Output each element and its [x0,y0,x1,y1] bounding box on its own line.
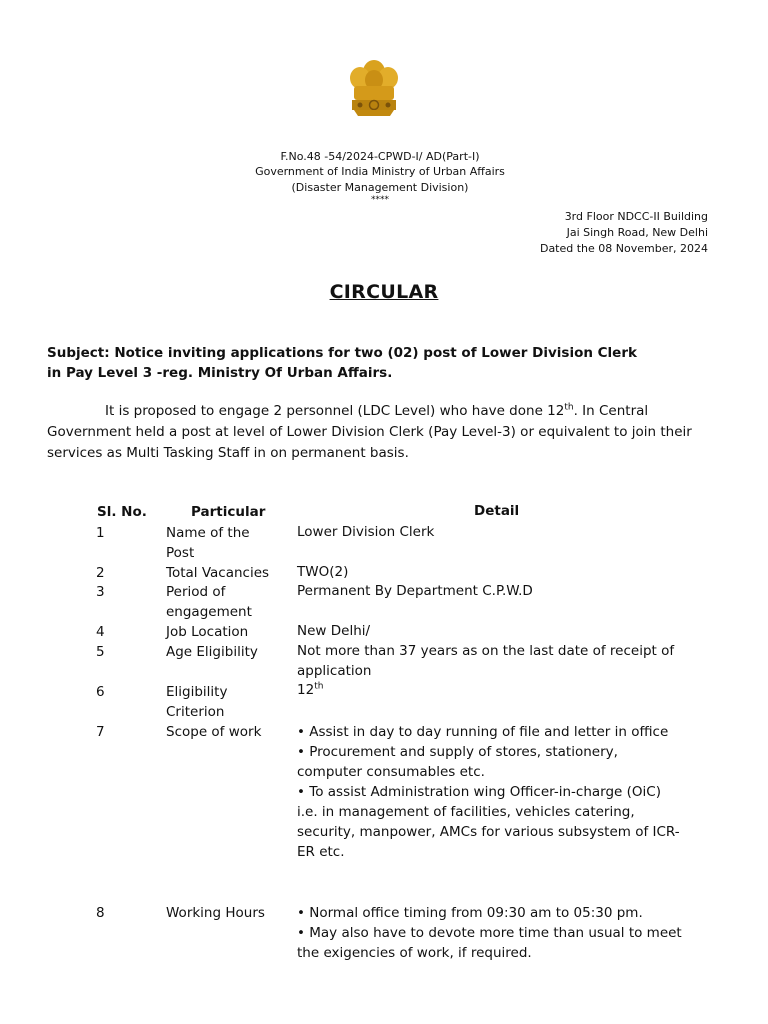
para-line-3: services as Multi Tasking Staff in on permanent basis. [47,445,409,461]
row-5-number: 5 [96,644,105,660]
header-sl-no: Sl. No. [97,504,147,520]
row-6-detail-sup: th [314,681,324,692]
row-7-detail-line: • Procurement and supply of stores, stationery, [297,744,618,760]
row-7-detail-line: ER etc. [297,844,345,860]
row-8-detail-line: • May also have to devote more time than usual to meet [297,925,682,941]
row-6-particular [166,682,286,722]
row-2-number: 2 [96,565,105,581]
row-4-detail: New Delhi/ [297,623,371,639]
row-6-particular-line: Criterion [166,704,225,720]
row-7-detail-line: computer consumables etc. [297,764,485,780]
row-3-particular-line: Period of [166,584,226,600]
row-3-particular [166,582,286,622]
row-1-particular [166,523,286,563]
row-5-detail [297,641,717,681]
row-6-detail [297,680,717,700]
row-5-detail-line: Not more than 37 years as on the last date of receipt of [297,643,675,659]
row-5-particular: Age Eligibility [166,644,258,660]
national-emblem [338,56,410,140]
header-particular: Particular [191,504,266,520]
row-8-number: 8 [96,905,105,921]
row-1-particular-line: Post [166,545,195,561]
file-number: F.No.48 -54/2024-CPWD-I/ AD(Part-I) [280,150,480,163]
body-paragraph [47,401,747,464]
row-3-particular-line: engagement [166,604,252,620]
row-4-particular: Job Location [166,624,249,640]
para-part-2: . In Central [573,403,649,419]
row-7-detail-line: security, manpower, AMCs for various subsystem of ICR- [297,824,680,840]
row-8-detail-line: • Normal office timing from 09:30 am to 05:30 pm. [297,905,643,921]
row-7-particular: Scope of work [166,724,262,740]
row-3-detail: Permanent By Department C.P.W.D [297,583,533,599]
row-7-detail-line: • To assist Administration wing Officer-in-charge (OiC) [297,784,661,800]
subject [47,343,727,383]
row-2-detail: TWO(2) [297,564,349,580]
row-8-particular: Working Hours [166,905,265,921]
para-superscript: th [564,402,574,413]
row-4-number: 4 [96,624,105,640]
row-7-detail [297,722,717,862]
row-6-number: 6 [96,684,105,700]
header-detail: Detail [474,503,520,519]
row-6-detail-base: 12 [297,682,315,698]
row-7-detail-line: • Assist in day to day running of file and letter in office [297,724,669,740]
address-line-2: Jai Singh Road, New Delhi [566,226,708,239]
subject-line-2: in Pay Level 3 -reg. Ministry Of Urban Affairs. [47,365,393,381]
date-line: Dated the 08 November, 2024 [539,242,708,255]
header-stars: **** [371,195,389,205]
row-7-detail-line: i.e. in management of facilities, vehicles catering, [297,804,635,820]
para-part-1: It is proposed to engage 2 personnel (LDC Level) who have done 12 [105,403,565,419]
row-8-detail [297,903,717,963]
row-7-number: 7 [96,724,105,740]
row-8-detail-line: the exigencies of work, if required. [297,945,532,961]
row-1-particular-line: Name of the [166,525,250,541]
division-name: (Disaster Management Division) [291,181,469,194]
row-5-detail-line: application [297,663,372,679]
circular-title: CIRCULAR [329,281,439,303]
row-1-number: 1 [96,525,105,541]
row-3-number: 3 [96,584,105,600]
address-line-1: 3rd Floor NDCC-II Building [564,210,708,223]
para-line-2: Government held a post at level of Lower Division Clerk (Pay Level-3) or equivalent to join their [47,424,692,440]
row-2-particular: Total Vacancies [166,565,270,581]
subject-line-1: Subject: Notice inviting applications for two (02) post of Lower Division Clerk [47,345,637,361]
row-6-particular-line: Eligibility [166,684,228,700]
ministry-name: Government of India Ministry of Urban Affairs [255,165,505,178]
row-1-detail: Lower Division Clerk [297,524,435,540]
